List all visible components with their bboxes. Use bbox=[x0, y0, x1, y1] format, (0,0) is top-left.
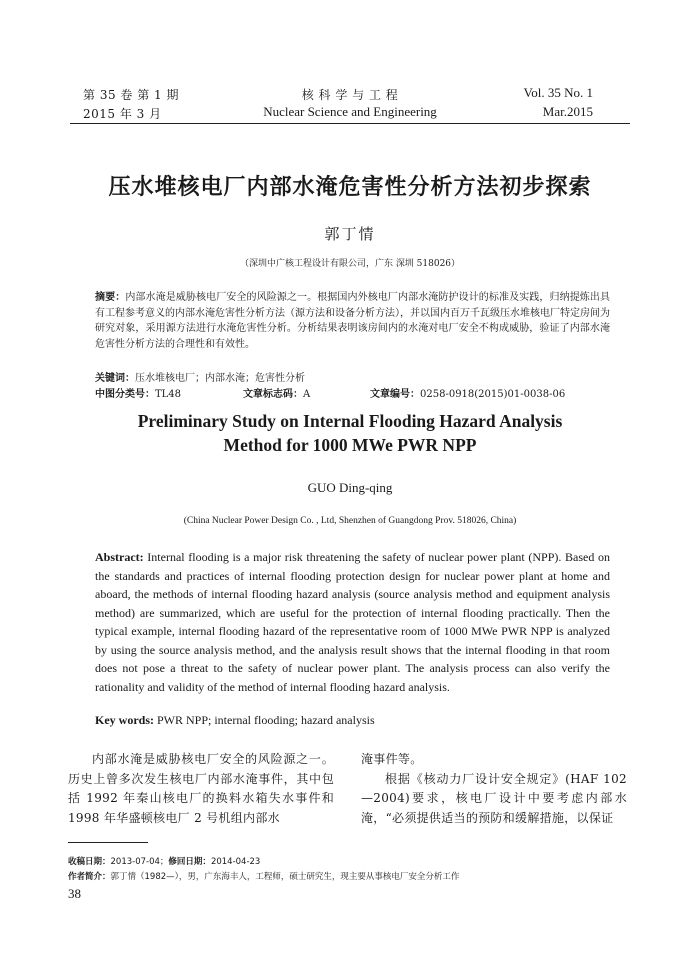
journal-name-cn: 核 科 学 与 工 程 bbox=[301, 88, 399, 102]
title-en bbox=[0, 409, 700, 457]
revised-value: 2014-04-23 bbox=[210, 857, 261, 867]
date-cn: 2015 年 3 月 bbox=[83, 107, 162, 121]
page-number: 38 bbox=[68, 886, 81, 901]
clc-label: 中图分类号： bbox=[95, 389, 155, 400]
body-paragraph: 内部水淹是威胁核电厂安全的风险源之一。历史上曾多次发生核电厂内部水淹事件，其中包括 1992 年秦山核电厂的换料水箱失水事件和 1998 年华盛顿核电厂 2 号机组内部水 bbox=[68, 752, 334, 825]
keywords-cn-label: 关键词： bbox=[95, 373, 135, 384]
author-en: GUO Ding-qing bbox=[307, 480, 393, 495]
article-no-label: 文章编号： bbox=[370, 389, 420, 400]
affiliation-en: (China Nuclear Power Design Co. , Ltd, Shenzhen of Guangdong Prov. 518026, China) bbox=[183, 516, 517, 526]
bio-value: 郭丁情（1982—），男，广东海丰人，工程师，硕士研究生，现主要从事核电厂安全分析工作 bbox=[110, 872, 460, 882]
keywords-en-text: PWR NPP; internal flooding; hazard analysis bbox=[154, 713, 375, 727]
author-cn: 郭丁情 bbox=[324, 225, 376, 243]
footnote-dates bbox=[68, 855, 260, 867]
title-en-line1: Preliminary Study on Internal Flooding Hazard Analysis bbox=[137, 411, 563, 431]
keywords-en bbox=[95, 713, 375, 728]
title-cn: 压水堆核电厂内部水淹危害性分析方法初步探索 bbox=[108, 175, 592, 200]
abstract-cn-text: 内部水淹是威胁核电厂安全的风险源之一。根据国内外核电厂内部水淹防护设计的标准及实践，归纳提炼出具有工程参考意义的内部水淹危害性分析方法（源方法和设备分析方法），并以国内百万千瓦级压水堆核电厂特定房间为研究对象，采用源方法进行水淹危害性分析。分析结果表明该房间内的水淹对电厂安全不构成威胁，验证了内部水淹危害性分析方法的合理性和有效性。 bbox=[95, 292, 611, 350]
journal-name-en: Nuclear Science and Engineering bbox=[263, 104, 437, 119]
received-value: 2013-07-04； bbox=[110, 857, 169, 867]
body-right-column bbox=[361, 750, 627, 828]
abstract-en-text: Internal flooding is a major risk threatening the safety of nuclear power plant (NPP). Based on the standards and practices of internal flooding protection design for nuclear power plant at home and aboard, the methods of internal flooding hazard analysis (source analysis method and equipment analysis method) are summarized, which are useful for the protection of internal flooding practically. Then the typical example, internal flooding hazard of the representative room of 1000 MWe PWR NPP is analyzed by using the source analysis method, and the analysis result shows that the internal flooding in that room does not pose a threat to the safety of nuclear power plant. The analysis process can also verify the rationality and validity of the method of internal flooding hazard analysis. bbox=[95, 550, 610, 694]
volume-issue-cn: 第 35 卷 第 1 期 bbox=[83, 88, 179, 102]
abstract-cn-label: 摘要： bbox=[95, 292, 126, 303]
abstract-en bbox=[95, 548, 610, 696]
keywords-cn bbox=[95, 369, 305, 384]
body-left-column bbox=[68, 750, 334, 828]
clc-value: TL48 bbox=[155, 389, 182, 400]
keywords-en-label: Key words: bbox=[95, 713, 154, 727]
abstract-cn bbox=[95, 290, 610, 352]
header-rule bbox=[70, 123, 630, 124]
abstract-en-label: Abstract: bbox=[95, 550, 144, 564]
received-label: 收稿日期： bbox=[68, 857, 111, 867]
affiliation-cn: （深圳中广核工程设计有限公司，广东 深圳 518026） bbox=[239, 259, 461, 269]
article-no-value: 0258-0918(2015)01-0038-06 bbox=[420, 389, 566, 400]
body-paragraph-continued: 淹事件等。 bbox=[361, 752, 423, 766]
title-en-line2: Method for 1000 MWe PWR NPP bbox=[223, 435, 477, 455]
bio-label: 作者简介： bbox=[68, 872, 111, 882]
date-en: Mar.2015 bbox=[542, 104, 593, 119]
footnote-author-bio bbox=[68, 870, 459, 882]
revised-label: 修回日期： bbox=[168, 857, 211, 867]
doc-code-label: 文章标志码： bbox=[243, 389, 303, 400]
keywords-cn-text: 压水堆核电厂；内部水淹；危害性分析 bbox=[135, 373, 305, 384]
classification-line bbox=[95, 385, 615, 399]
volume-issue-en: Vol. 35 No. 1 bbox=[523, 85, 593, 100]
footnote-rule bbox=[68, 842, 148, 843]
body-paragraph: 根据《核动力厂设计安全规定》(HAF 102—2004)要求，核电厂设计中要考虑内部水淹，“必须提供适当的预防和缓解措施，以保证 bbox=[361, 771, 627, 825]
doc-code-value: A bbox=[303, 389, 311, 400]
